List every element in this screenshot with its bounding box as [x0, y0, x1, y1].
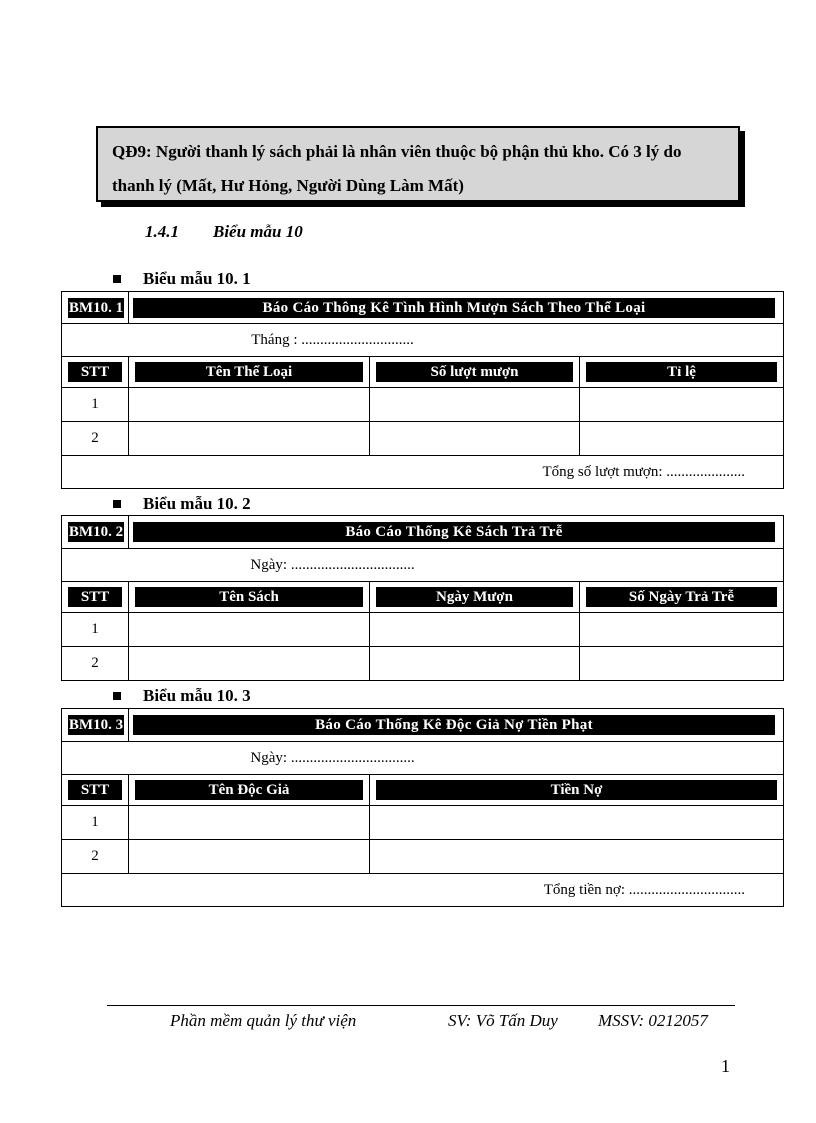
footer-student-id: MSSV: 0212057 [598, 1011, 708, 1030]
column-header-borrow-date: Ngày Mượn [376, 587, 573, 607]
row-number: 2 [62, 840, 129, 874]
date-field: Ngày: ................................. [62, 549, 784, 582]
row-number: 1 [62, 806, 129, 840]
column-header-category: Tên Thể Loại [135, 362, 363, 382]
regulation-text: QĐ9: Người thanh lý sách phải là nhân viên thuộc bộ phận thủ kho. Có 3 lý do thanh lý (Mất, Hư Hỏng, Người Dùng Làm Mất) [112, 142, 682, 195]
column-header-borrow-count: Số lượt mượn [376, 362, 573, 382]
footer-divider [107, 1005, 735, 1006]
form-code: BM10. 2 [68, 524, 124, 540]
form-bullet-10-3 [113, 686, 251, 706]
total-borrow-count: Tổng số lượt mượn: ..................... [62, 456, 784, 489]
table-row [62, 388, 784, 422]
column-header-stt: STT [68, 587, 122, 607]
section-title: Biểu mẫu 10 [213, 222, 303, 241]
table-row [62, 840, 784, 874]
row-number: 1 [62, 613, 129, 647]
column-header-reader-name: Tên Độc Giả [135, 780, 363, 800]
form-bullet-label: Biểu mẫu 10. 2 [143, 494, 251, 513]
form-title: Báo Cáo Thống Kê Độc Giả Nợ Tiền Phạt [133, 715, 775, 735]
form-table-10-1 [61, 291, 784, 489]
month-field: Tháng : .............................. [62, 324, 784, 357]
footer-software-name: Phần mềm quản lý thư viện [170, 1011, 357, 1030]
bullet-square-icon [113, 275, 121, 283]
column-header-debt: Tiền Nợ [376, 780, 777, 800]
table-row [62, 806, 784, 840]
row-number: 2 [62, 647, 129, 681]
form-title: Báo Cáo Thông Kê Tình Hình Mượn Sách Theo Thể Loại [133, 298, 775, 318]
table-row [62, 422, 784, 456]
form-table-10-2 [61, 515, 784, 681]
form-code: BM10. 1 [68, 299, 124, 316]
section-number: 1.4.1 [145, 222, 179, 241]
form-bullet-label: Biểu mẫu 10. 1 [143, 269, 251, 288]
form-bullet-label: Biểu mẫu 10. 3 [143, 686, 251, 705]
total-debt: Tổng tiền nợ: ............................... [62, 874, 784, 907]
column-header-stt: STT [68, 780, 122, 800]
column-header-book-name: Tên Sách [135, 587, 363, 607]
bullet-square-icon [113, 692, 121, 700]
column-header-ratio: Tỉ lệ [586, 362, 777, 382]
date-field: Ngày: ................................. [62, 742, 784, 775]
form-bullet-10-2 [113, 494, 251, 514]
section-heading [145, 222, 303, 242]
table-row [62, 647, 784, 681]
table-row [62, 613, 784, 647]
form-bullet-10-1 [113, 269, 251, 289]
page-number: 1 [721, 1056, 730, 1076]
form-table-10-3 [61, 708, 784, 907]
column-header-stt: STT [68, 362, 122, 382]
row-number: 1 [62, 388, 129, 422]
regulation-box [96, 126, 740, 202]
footer-student-name: SV: Võ Tấn Duy [448, 1011, 558, 1030]
column-header-late-days: Số Ngày Trả Trễ [586, 587, 777, 607]
bullet-square-icon [113, 500, 121, 508]
form-code: BM10. 3 [68, 717, 124, 733]
row-number: 2 [62, 422, 129, 456]
form-title: Báo Cáo Thống Kê Sách Trả Trễ [133, 522, 775, 542]
